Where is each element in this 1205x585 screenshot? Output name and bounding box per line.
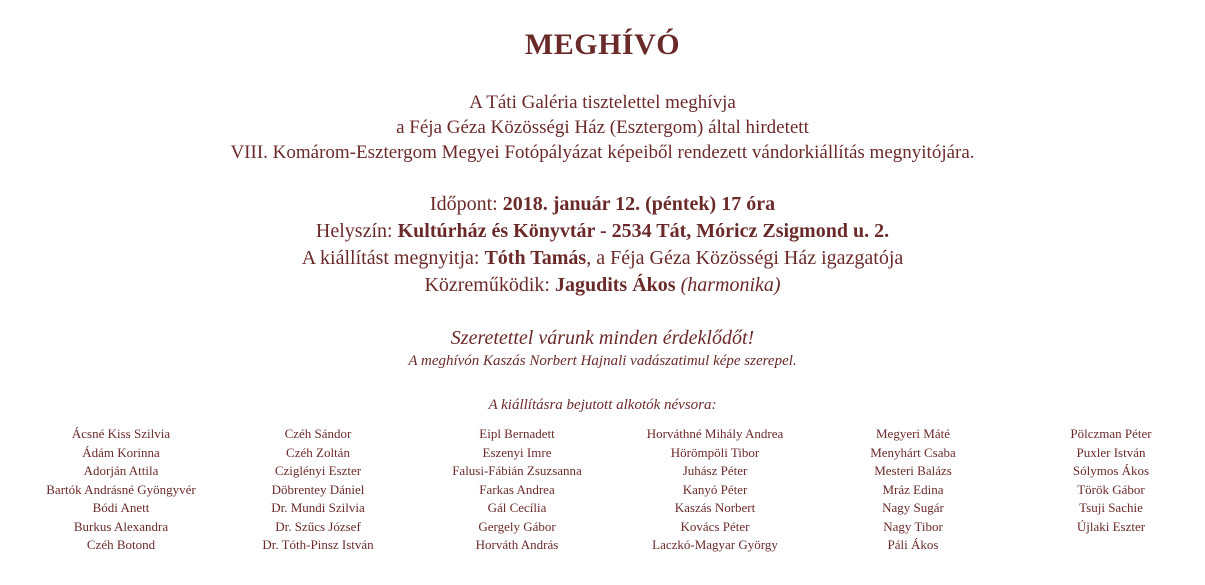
artist-name: Horváthné Mihály Andrea (646, 426, 784, 441)
artist-name: Eszenyi Imre (482, 444, 552, 460)
artist-name: Pölczman Péter (1070, 426, 1152, 441)
artist-name: Döbrentey Dániel (271, 481, 365, 497)
opener-label: A kiállítást megnyitja: (301, 247, 480, 269)
performer-line (0, 272, 1205, 299)
artist-name: Eipl Bernadett (479, 426, 555, 441)
time-label: Időpont: (429, 193, 498, 215)
artist-name: Gergely Gábor (478, 518, 556, 534)
artist-name: Puxler István (1076, 444, 1146, 460)
artist-name: Dr. Szűcs József (275, 518, 361, 534)
artist-name: Páli Ákos (887, 537, 939, 552)
artist-column (1006, 425, 1205, 536)
artist-name: Hörömpöli Tibor (670, 444, 760, 460)
artist-name: Újlaki Eszter (1076, 518, 1146, 534)
artist-column (412, 425, 622, 555)
intro-line-3: VIII. Komárom-Esztergom Megyei Fotópályázat képeiből rendezett vándorkiállítás megnyitójára. (230, 142, 975, 163)
artist-name: Czéh Botond (86, 537, 156, 552)
artist-column (213, 425, 423, 555)
artist-column (808, 425, 1018, 555)
intro-line-1: A Táti Galéria tisztelettel meghívja (469, 92, 736, 113)
artist-column (610, 425, 820, 555)
artist-name: Megyeri Máté (875, 426, 950, 441)
artist-name: Cziglényi Eszter (274, 463, 362, 478)
artist-name: Czéh Zoltán (286, 444, 350, 460)
opener-name: Tóth Tamás (484, 247, 587, 269)
artist-name: Juhász Péter (682, 463, 748, 478)
artist-name: Falusi-Fábián Zsuzsanna (452, 463, 582, 478)
welcome-text: Szeretettel várunk minden érdeklődőt! (450, 327, 755, 349)
performer-name: Jagudits Ákos (554, 274, 676, 296)
artist-name: Menyhárt Csaba (870, 444, 956, 460)
artist-name: Dr. Tóth-Pinsz István (262, 537, 374, 552)
opener-role: , a Féja Géza Közösségi Ház igazgatója (586, 247, 904, 269)
artist-list-heading: A kiállításra bejutott alkotók névsora: (488, 397, 717, 413)
place-value: Kultúrház és Könyvtár - 2534 Tát, Móricz Zsigmond u. 2. (397, 220, 890, 242)
artist-name: Laczkó-Magyar György (652, 537, 778, 552)
artist-name: Horváth András (475, 537, 559, 552)
event-details (0, 191, 1205, 299)
artist-name: Ácsné Kiss Szilvia (71, 426, 171, 441)
artist-name: Dr. Mundi Szilvia (271, 500, 365, 515)
artist-list (0, 425, 1205, 560)
opener-line (0, 245, 1205, 272)
artist-name: Ádám Korinna (82, 444, 160, 460)
artist-name: Adorján Attila (83, 463, 159, 478)
artist-name: Nagy Sugár (882, 500, 944, 515)
artist-name: Mráz Edina (882, 481, 944, 497)
artist-column (16, 425, 226, 555)
artist-name: Mesteri Balázs (874, 463, 952, 478)
place-line (0, 218, 1205, 245)
page-title: MEGHÍVÓ (524, 28, 681, 61)
artist-name: Bartók Andrásné Gyöngyvér (46, 481, 196, 497)
artist-name: Tsuji Sachie (1079, 500, 1143, 515)
time-value: 2018. január 12. (péntek) 17 óra (502, 193, 776, 215)
artist-name: Török Gábor (1077, 481, 1145, 497)
artist-name: Burkus Alexandra (73, 518, 169, 534)
artist-name: Kanyó Péter (682, 481, 748, 497)
time-line (0, 191, 1205, 218)
artist-name: Kaszás Norbert (674, 500, 756, 515)
artist-name: Sólymos Ákos (1072, 463, 1150, 478)
image-credit: A meghívón Kaszás Norbert Hajnali vadászatimul képe szerepel. (408, 353, 797, 369)
artist-name: Nagy Tibor (883, 518, 943, 534)
place-label: Helyszín: (315, 220, 393, 242)
artist-name: Gál Cecília (487, 500, 547, 515)
artist-name: Kovács Péter (680, 518, 750, 534)
artist-name: Bódi Anett (92, 500, 150, 515)
intro-line-2: a Féja Géza Közösségi Ház (Esztergom) által hirdetett (396, 117, 809, 138)
intro-text (0, 90, 1205, 165)
performer-instrument: (harmonika) (680, 274, 781, 296)
artist-name: Czéh Sándor (284, 426, 352, 441)
performer-label: Közreműködik: (424, 274, 550, 296)
artist-name: Farkas Andrea (479, 481, 555, 497)
